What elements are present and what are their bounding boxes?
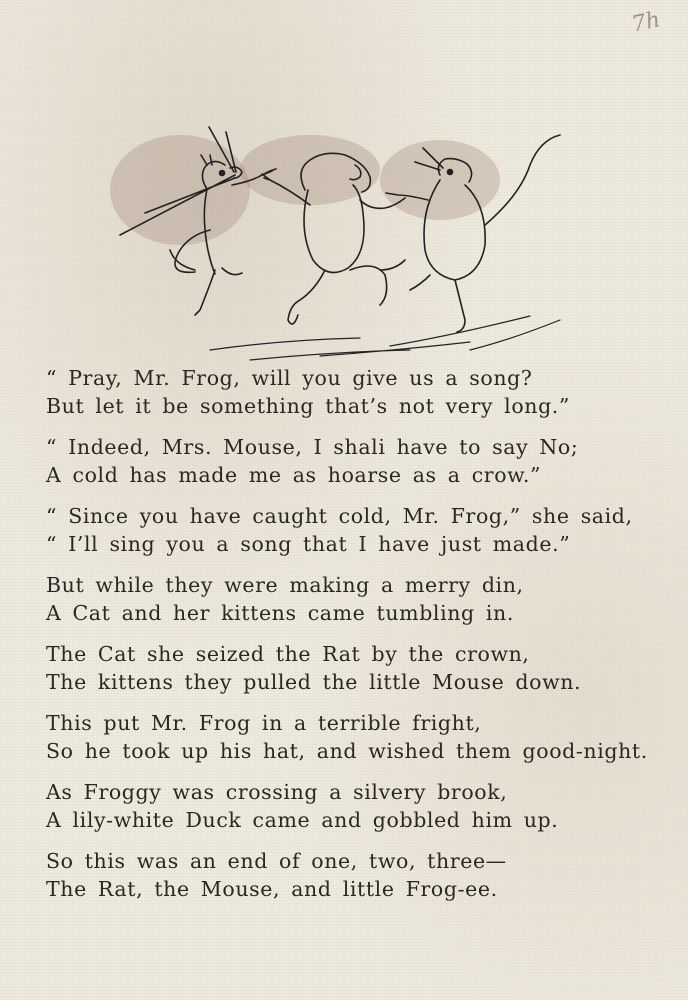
verse-line: “ Indeed, Mrs. Mouse, I shali have to say No; <box>46 435 579 459</box>
verse-line: This put Mr. Frog in a terrible fright, <box>46 711 482 735</box>
stanza <box>46 502 666 558</box>
verse-line: The kittens they pulled the little Mouse down. <box>46 670 582 694</box>
verse-line: But while they were making a merry din, <box>46 573 524 597</box>
stanza <box>46 640 666 696</box>
verse-line: “ Pray, Mr. Frog, will you give us a song? <box>46 366 533 390</box>
stanza <box>46 433 666 489</box>
verse-line: A lily-white Duck came and gobbled him up. <box>46 808 559 832</box>
verse-line: “ Since you have caught cold, Mr. Frog,” she said, <box>46 504 633 528</box>
verse-line: But let it be something that’s not very long.” <box>46 394 571 418</box>
verse-line: A Cat and her kittens came tumbling in. <box>46 601 514 625</box>
verse-line: The Rat, the Mouse, and little Frog-ee. <box>46 877 498 901</box>
verse-line: “ I’ll sing you a song that I have just made.” <box>46 532 571 556</box>
poem-verses <box>46 364 666 916</box>
stanza <box>46 709 666 765</box>
verse-line: A cold has made me as hoarse as a crow.” <box>46 463 542 487</box>
verse-line: So this was an end of one, two, three— <box>46 849 507 873</box>
dancing-animals-illustration <box>110 120 580 370</box>
corner-pencil-mark: 7h <box>629 7 663 38</box>
stanza <box>46 778 666 834</box>
stanza <box>46 364 666 420</box>
ground-hatching <box>210 316 560 360</box>
verse-line: As Froggy was crossing a silvery brook, <box>46 780 508 804</box>
stanza <box>46 571 666 627</box>
verse-line: So he took up his hat, and wished them good-night. <box>46 739 648 763</box>
verse-line: The Cat she seized the Rat by the crown, <box>46 642 530 666</box>
stanza <box>46 847 666 903</box>
